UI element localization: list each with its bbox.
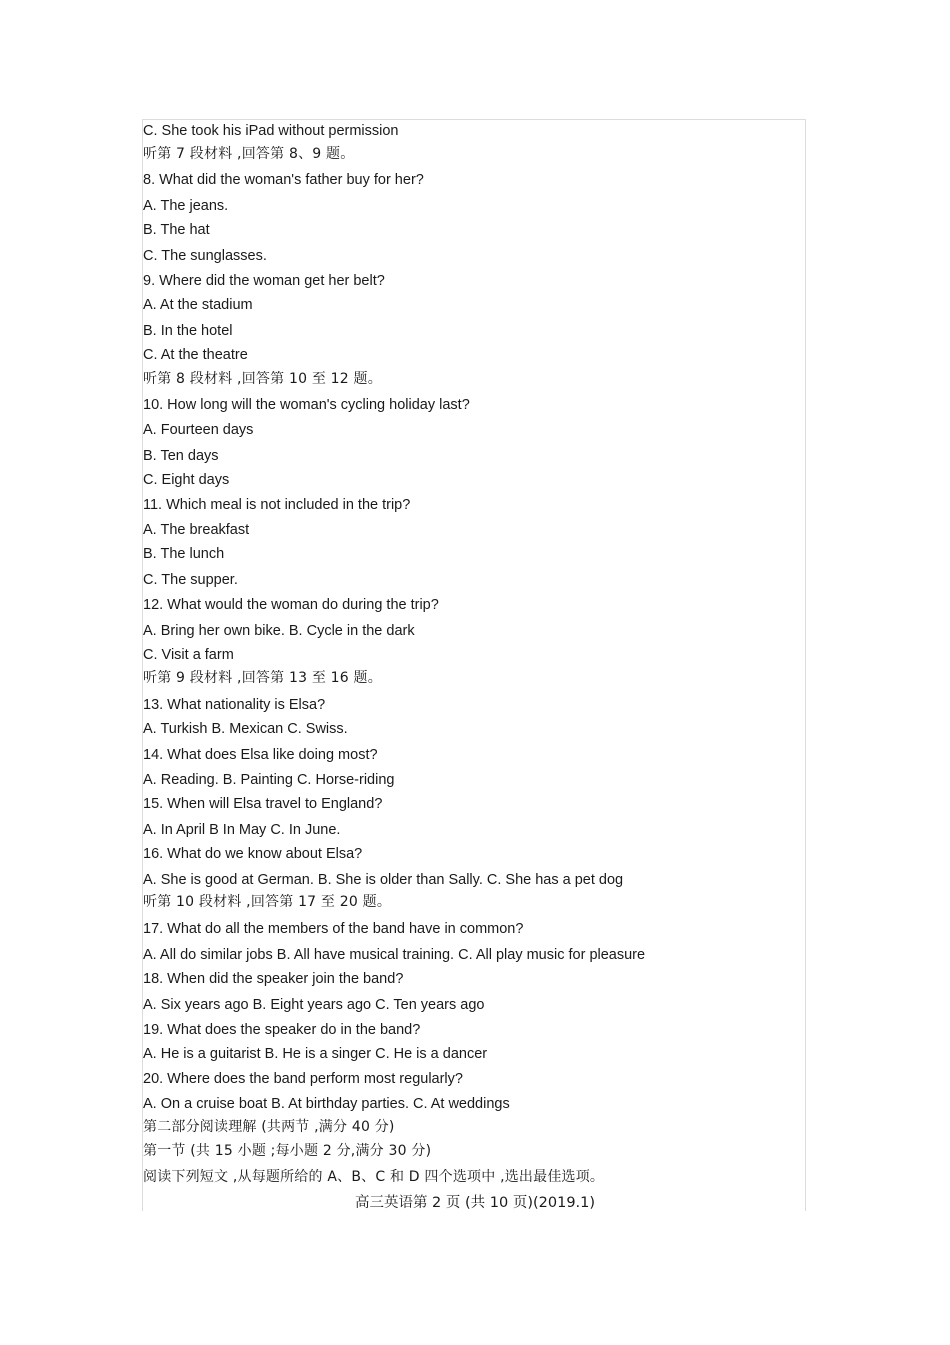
question-line: 20. Where does the band perform most regularly? — [143, 1071, 463, 1087]
option-line: A. The jeans. — [143, 198, 229, 214]
option-line: A. She is good at German. B. She is older than Sally. C. She has a pet dog — [143, 872, 624, 888]
question-line: 18. When did the speaker join the band? — [143, 971, 404, 987]
option-line: C. Visit a farm — [143, 647, 234, 663]
option-line: A. At the stadium — [143, 297, 253, 313]
text-line: C. She took his iPad without permission — [143, 123, 399, 139]
option-line: A. He is a guitarist B. He is a singer C. He is a dancer — [143, 1046, 488, 1062]
option-line: A. Fourteen days — [143, 422, 254, 438]
section-heading: 第一节 (共 15 小题 ;每小题 2 分,满分 30 分) — [143, 1143, 432, 1159]
question-line: 8. What did the woman's father buy for her? — [143, 172, 424, 188]
question-line: 11. Which meal is not included in the trip? — [143, 497, 411, 513]
option-line: C. The supper. — [143, 572, 238, 588]
option-line: C. The sunglasses. — [143, 248, 267, 264]
option-line: A. All do similar jobs B. All have musical training. C. All play music for pleasure — [143, 947, 646, 963]
option-line: B. The hat — [143, 222, 210, 238]
section-heading: 听第 10 段材料 ,回答第 17 至 20 题。 — [143, 894, 392, 910]
question-line: 12. What would the woman do during the trip? — [143, 597, 439, 613]
option-line: A. On a cruise boat B. At birthday parties. C. At weddings — [143, 1096, 510, 1112]
instruction-line: 阅读下列短文 ,从每题所给的 A、B、C 和 D 四个选项中 ,选出最佳选项。 — [143, 1169, 605, 1185]
section-heading: 听第 9 段材料 ,回答第 13 至 16 题。 — [143, 670, 382, 686]
question-line: 14. What does Elsa like doing most? — [143, 747, 378, 763]
question-line: 19. What does the speaker do in the band? — [143, 1022, 421, 1038]
part-heading: 第二部分阅读理解 (共两节 ,满分 40 分) — [143, 1119, 395, 1135]
section-heading: 听第 8 段材料 ,回答第 10 至 12 题。 — [143, 371, 382, 387]
question-line: 17. What do all the members of the band have in common? — [143, 921, 524, 937]
option-line: B. Ten days — [143, 448, 219, 464]
section-heading: 听第 7 段材料 ,回答第 8、9 题。 — [143, 146, 355, 162]
option-line: A. Bring her own bike. B. Cycle in the dark — [143, 623, 415, 639]
option-line: A. Turkish B. Mexican C. Swiss. — [143, 721, 348, 737]
question-line: 13. What nationality is Elsa? — [143, 697, 326, 713]
question-line: 15. When will Elsa travel to England? — [143, 796, 383, 812]
question-line: 10. How long will the woman's cycling holiday last? — [143, 397, 470, 413]
option-line: B. In the hotel — [143, 323, 233, 339]
question-line: 9. Where did the woman get her belt? — [143, 273, 385, 289]
option-line: C. Eight days — [143, 472, 230, 488]
option-line: B. The lunch — [143, 546, 225, 562]
page-footer: 高三英语第 2 页 (共 10 页)(2019.1) — [354, 1195, 596, 1211]
option-line: A. In April B In May C. In June. — [143, 822, 341, 838]
option-line: A. Six years ago B. Eight years ago C. Ten years ago — [143, 997, 485, 1013]
option-line: A. Reading. B. Painting C. Horse-riding — [143, 772, 395, 788]
option-line: A. The breakfast — [143, 522, 250, 538]
question-line: 16. What do we know about Elsa? — [143, 846, 363, 862]
option-line: C. At the theatre — [143, 347, 248, 363]
